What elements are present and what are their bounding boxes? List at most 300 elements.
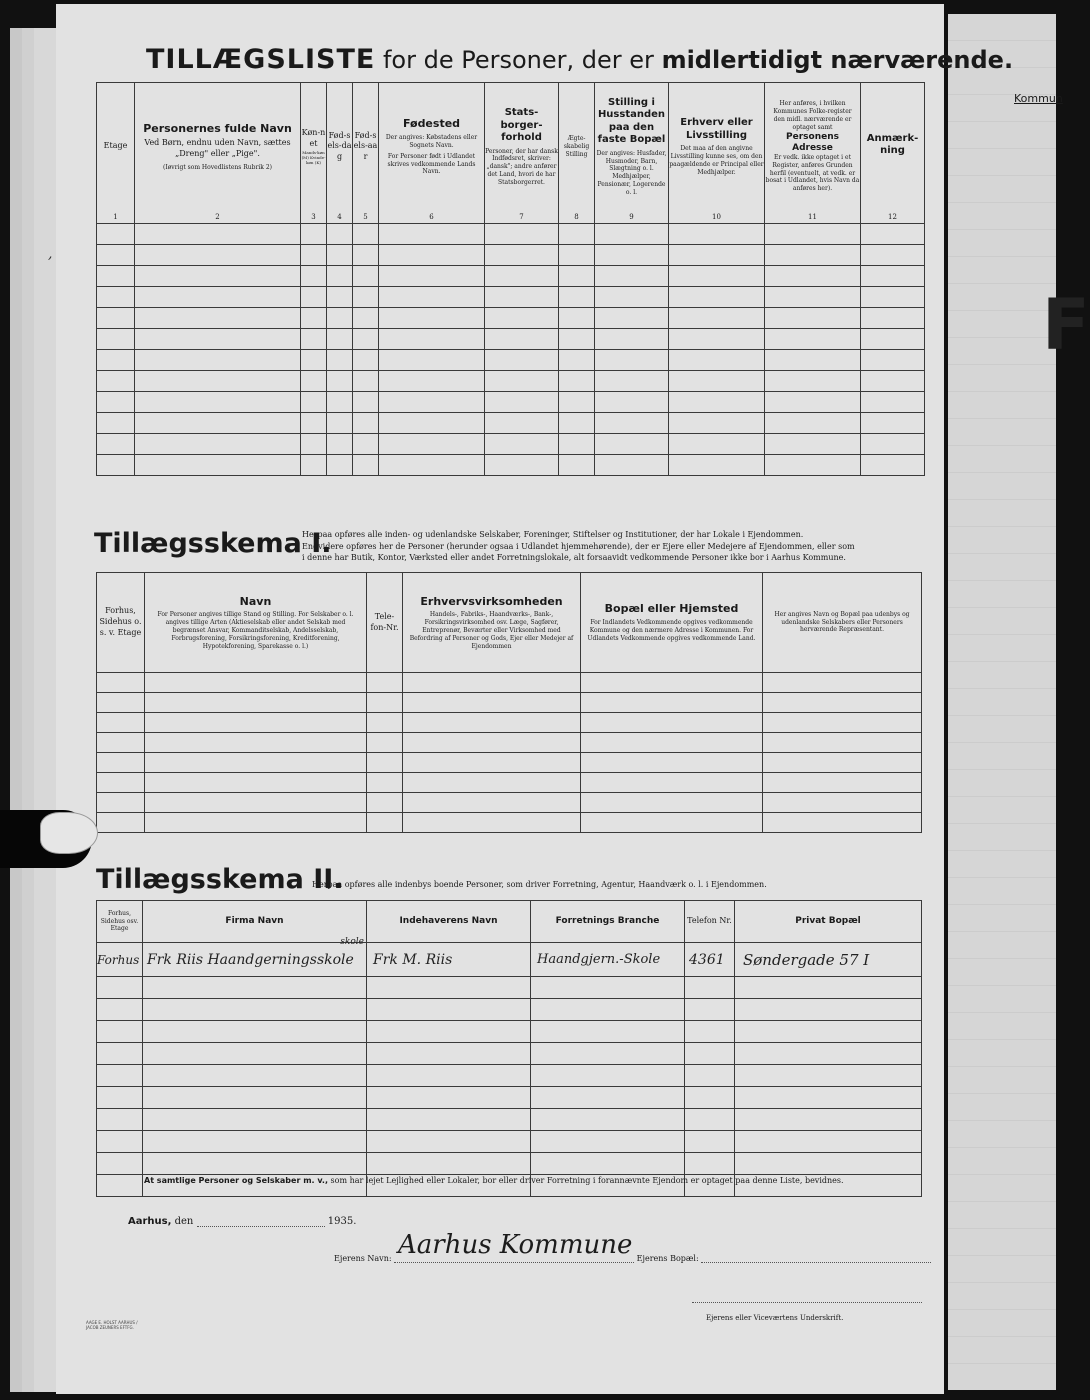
table-cell[interactable] [595,433,669,454]
table-cell[interactable] [403,773,581,793]
table-cell[interactable] [301,370,327,391]
table-cell[interactable] [145,733,367,753]
table-cell[interactable] [861,286,925,307]
table-cell[interactable] [97,773,145,793]
table-cell[interactable] [485,349,559,370]
table-cell[interactable] [301,391,327,412]
table-cell[interactable] [367,733,403,753]
skema1-table-body [97,673,922,833]
table-cell[interactable] [735,1065,922,1087]
table-cell[interactable] [97,223,135,244]
table-cell[interactable] [861,433,925,454]
table-cell[interactable] [143,1021,367,1043]
table-cell[interactable] [143,1043,367,1065]
table-cell[interactable] [367,1153,531,1175]
skema1-col-name-header: Navn For Personer angives tillige Stand og Stilling. For Selskaber o. l. angives tillige Arten (Aktieselskab eller andet Selskab med begrænset Ansvar, Kommanditselskab, Andelsselskab, Forbrugsforening, Forsikringsforening, Kreditforening, Hypotekforening, Sparekasse o. l.) [145,573,367,673]
table-cell[interactable] [353,412,379,433]
table-cell[interactable] [763,673,922,693]
table-cell[interactable] [97,1109,143,1131]
skema1-table [96,572,922,833]
table-cell[interactable] [143,1065,367,1087]
table-cell[interactable] [559,286,595,307]
table-cell[interactable] [135,307,301,328]
table-cell[interactable] [861,454,925,475]
table-cell[interactable] [763,793,922,813]
table-cell[interactable] [135,391,301,412]
owner-address-dots [701,1254,931,1263]
table-cell[interactable] [669,391,765,412]
table-cell[interactable] [581,693,763,713]
table-cell[interactable] [135,328,301,349]
table-cell[interactable] [485,286,559,307]
table-cell[interactable] [861,223,925,244]
table-cell[interactable] [367,753,403,773]
table-row [97,391,925,412]
table-cell[interactable] [327,370,353,391]
table-cell[interactable] [403,813,581,833]
table-cell[interactable] [367,977,531,999]
table-cell[interactable] [485,265,559,286]
table-cell[interactable] [145,753,367,773]
table-cell[interactable] [97,307,135,328]
table-cell[interactable] [735,1043,922,1065]
table-cell[interactable] [367,1109,531,1131]
table-cell[interactable] [531,1021,685,1043]
table-cell[interactable] [97,370,135,391]
table-cell[interactable] [301,244,327,265]
table-cell[interactable] [97,1131,143,1153]
table-cell[interactable] [595,244,669,265]
table-cell[interactable] [97,454,135,475]
table-cell[interactable] [559,391,595,412]
table-cell[interactable] [735,1109,922,1131]
col-num: 7 [485,211,559,224]
table-cell[interactable] [403,733,581,753]
table-row [97,1153,922,1175]
table-cell[interactable] [97,1153,143,1175]
table-row [97,1021,922,1043]
table-cell[interactable] [595,391,669,412]
table-cell[interactable] [685,1021,735,1043]
table-cell[interactable] [379,244,485,265]
table-cell[interactable] [379,328,485,349]
year-label: 1935. [327,1216,357,1227]
table-cell[interactable] [143,977,367,999]
skema2-cell-branch: Haandgjern.-Skole [531,943,685,977]
skema2-col-firm-header: Firma Navn [143,901,367,943]
table-row [97,793,922,813]
table-cell[interactable] [669,223,765,244]
table-cell[interactable] [685,977,735,999]
table-cell[interactable] [581,773,763,793]
table-cell[interactable] [485,223,559,244]
table-cell[interactable] [145,693,367,713]
skema2-title: Tillægsskema II. [96,864,344,895]
table-cell[interactable] [559,328,595,349]
table-cell[interactable] [327,391,353,412]
table-cell[interactable] [485,391,559,412]
table-cell[interactable] [485,370,559,391]
table-cell[interactable] [531,999,685,1021]
table-cell[interactable] [861,391,925,412]
table-cell[interactable] [861,328,925,349]
table-cell[interactable] [97,1175,143,1197]
table-cell[interactable] [765,454,861,475]
table-cell[interactable] [735,1021,922,1043]
table-cell[interactable] [367,1043,531,1065]
table-cell[interactable] [559,433,595,454]
table-cell[interactable] [135,223,301,244]
table-cell[interactable] [403,713,581,733]
table-cell[interactable] [97,1087,143,1109]
table-cell[interactable] [763,773,922,793]
table-cell[interactable] [327,328,353,349]
table-cell[interactable] [595,286,669,307]
table-cell[interactable] [559,370,595,391]
table-cell[interactable] [595,265,669,286]
table-cell[interactable] [97,977,143,999]
owner-address-label: Ejerens Bopæl: [636,1254,699,1263]
table-cell[interactable] [143,1131,367,1153]
table-cell[interactable] [765,391,861,412]
table-cell[interactable] [367,999,531,1021]
table-row [97,265,925,286]
table-cell[interactable] [735,1153,922,1175]
table-cell[interactable] [861,349,925,370]
table-cell[interactable] [97,733,145,753]
table-cell[interactable] [97,1021,143,1043]
table-row [97,1109,922,1131]
table-cell[interactable] [763,813,922,833]
table-cell[interactable] [353,370,379,391]
table-cell[interactable] [531,1153,685,1175]
table-cell[interactable] [403,753,581,773]
margin-mark: , [48,246,53,262]
table-cell[interactable] [559,265,595,286]
skema2-cell-phone: 4361 [685,943,735,977]
table-cell[interactable] [327,244,353,265]
table-cell[interactable] [669,433,765,454]
table-cell[interactable] [135,412,301,433]
table-cell[interactable] [97,673,145,693]
table-cell[interactable] [531,1109,685,1131]
skema1-note-line: Endvidere opføres her de Personer (herunder ogsaa i Udlandet hjemmehørende), der er Ejere eller Medejere af Ejendommen, eller som [302,541,855,551]
table-cell[interactable] [765,433,861,454]
table-cell[interactable] [403,793,581,813]
col-num: 4 [327,211,353,224]
table-cell[interactable] [685,1087,735,1109]
table-cell[interactable] [353,349,379,370]
table-cell[interactable] [97,753,145,773]
table-cell[interactable] [669,307,765,328]
table-cell[interactable] [559,244,595,265]
table-cell[interactable] [531,977,685,999]
table-cell[interactable] [301,433,327,454]
table-cell[interactable] [367,813,403,833]
table-cell[interactable] [735,1087,922,1109]
table-cell[interactable] [595,223,669,244]
table-cell[interactable] [559,454,595,475]
table-cell[interactable] [669,244,765,265]
table-cell[interactable] [367,1131,531,1153]
table-cell[interactable] [301,454,327,475]
table-cell[interactable] [559,223,595,244]
main-table [96,82,925,476]
table-cell[interactable] [763,733,922,753]
table-row [97,693,922,713]
table-cell[interactable] [143,1153,367,1175]
table-row [97,713,922,733]
table-cell[interactable] [301,223,327,244]
table-cell[interactable] [379,286,485,307]
table-cell[interactable] [97,328,135,349]
table-cell[interactable] [367,713,403,733]
table-row [97,349,925,370]
table-cell[interactable] [135,433,301,454]
table-cell[interactable] [379,433,485,454]
firm-name-text: Frk Riis Haandgerningsskole [147,951,354,968]
table-row [97,753,922,773]
table-cell[interactable] [353,307,379,328]
table-cell[interactable] [97,286,135,307]
attestation-rest: som har lejet Lejlighed eller Lokaler, bor eller driver Forretning i forannævnte Ejendom er optaget paa denne Liste, bevidnes. [330,1176,844,1185]
table-cell[interactable] [145,673,367,693]
table-cell[interactable] [353,433,379,454]
table-cell[interactable] [327,454,353,475]
table-cell[interactable] [765,307,861,328]
table-cell[interactable] [327,265,353,286]
table-cell[interactable] [595,349,669,370]
table-cell[interactable] [143,1109,367,1131]
table-cell[interactable] [765,286,861,307]
table-cell[interactable] [765,328,861,349]
table-cell[interactable] [97,793,145,813]
table-cell[interactable] [353,244,379,265]
skema1-col-residence-header: Bopæl eller Hjemsted For Indlandets Vedkommende opgives vedkommende Kommune og den nærmere Adresse i Kommunen. For Udlandets Vedkommende opgives vedkommende Land. [581,573,763,673]
table-cell[interactable] [97,412,135,433]
table-cell[interactable] [135,370,301,391]
table-cell[interactable] [485,412,559,433]
table-cell[interactable] [367,1087,531,1109]
skema2-table [96,900,922,1197]
table-cell[interactable] [97,999,143,1021]
table-cell[interactable] [327,307,353,328]
table-cell[interactable] [135,265,301,286]
col-num: 10 [669,211,765,224]
table-cell[interactable] [367,1065,531,1087]
table-cell[interactable] [485,454,559,475]
table-cell[interactable] [669,328,765,349]
col-citizenship-header: Stats-borger-forhold Personer, der har dansk Indfødsret, skriver: „dansk"; andre anfører det Land, hvori de har Statsborgerret. [485,83,559,211]
table-cell[interactable] [97,713,145,733]
table-cell[interactable] [559,412,595,433]
table-cell[interactable] [765,349,861,370]
table-cell[interactable] [861,307,925,328]
table-cell[interactable] [581,753,763,773]
table-cell[interactable] [595,370,669,391]
table-cell[interactable] [559,307,595,328]
table-cell[interactable] [379,454,485,475]
table-cell[interactable] [403,693,581,713]
table-row [97,813,922,833]
col-marital-header: Ægte-skabelig Stilling [559,83,595,211]
table-cell[interactable] [353,391,379,412]
table-cell[interactable] [765,223,861,244]
table-cell[interactable] [97,265,135,286]
table-cell[interactable] [763,753,922,773]
table-cell[interactable] [353,223,379,244]
table-cell[interactable] [97,349,135,370]
table-cell[interactable] [367,773,403,793]
table-cell[interactable] [327,223,353,244]
table-cell[interactable] [595,307,669,328]
table-cell[interactable] [135,286,301,307]
table-cell[interactable] [97,813,145,833]
table-cell[interactable] [765,265,861,286]
skema1-note-line: Herpaa opføres alle inden- og udenlandske Selskaber, Foreninger, Stiftelser og Institutioner, der har Lokale i Ejendommen. [302,530,804,539]
table-cell[interactable] [145,713,367,733]
table-cell[interactable] [559,349,595,370]
table-cell[interactable] [301,412,327,433]
table-row [97,999,922,1021]
table-cell[interactable] [581,673,763,693]
skema1-col-business-header: Erhvervsvirksomheden Handels-, Fabriks-, Haandværks-, Bank-, Forsikringsvirksomhed osv. Læge, Sagfører, Entreprenør, Beværter eller Virksomhed med Befordring af Personer og Gods, Ejer eller Medejer af Ejendommen [403,573,581,673]
table-cell[interactable] [367,1021,531,1043]
table-cell[interactable] [485,307,559,328]
main-title-part1: TILLÆGSLISTE [146,44,376,75]
table-cell[interactable] [143,999,367,1021]
table-cell[interactable] [145,813,367,833]
table-cell[interactable] [97,433,135,454]
table-cell[interactable] [353,454,379,475]
table-cell[interactable] [97,1043,143,1065]
table-cell[interactable] [595,328,669,349]
table-cell[interactable] [685,1109,735,1131]
table-cell[interactable] [327,412,353,433]
table-cell[interactable] [97,1065,143,1087]
table-cell[interactable] [685,1065,735,1087]
table-cell[interactable] [97,244,135,265]
table-cell[interactable] [327,286,353,307]
table-cell[interactable] [861,370,925,391]
table-cell[interactable] [327,349,353,370]
table-row [97,733,922,753]
table-cell[interactable] [531,1043,685,1065]
table-cell[interactable] [379,307,485,328]
table-cell[interactable] [301,307,327,328]
table-cell[interactable] [861,265,925,286]
table-cell[interactable] [301,328,327,349]
table-cell[interactable] [581,793,763,813]
skema1-col-etage-header: Forhus, Sidehus o. s. v. Etage [97,573,145,673]
table-cell[interactable] [97,391,135,412]
table-cell[interactable] [765,370,861,391]
right-page [948,14,1090,1390]
table-cell[interactable] [327,433,353,454]
table-cell[interactable] [301,265,327,286]
table-cell[interactable] [379,412,485,433]
skema1-col-representative-header: Her angives Navn og Bopæl paa udenbys og udenlandske Selskabers eller Personers herværende Repræsentant. [763,573,922,673]
table-cell[interactable] [735,999,922,1021]
table-cell[interactable] [367,693,403,713]
table-cell[interactable] [669,412,765,433]
table-cell[interactable] [685,999,735,1021]
table-cell[interactable] [379,391,485,412]
table-cell[interactable] [353,328,379,349]
table-cell[interactable] [135,349,301,370]
table-cell[interactable] [861,412,925,433]
col-num: 12 [861,211,925,224]
table-cell[interactable] [861,244,925,265]
table-cell[interactable] [581,733,763,753]
table-cell[interactable] [669,286,765,307]
table-cell[interactable] [735,1131,922,1153]
skema2-col-phone-header: Telefon Nr. [685,901,735,943]
skema1-col-phone-header: Tele-fon-Nr. [367,573,403,673]
table-cell[interactable] [531,1065,685,1087]
table-cell[interactable] [353,265,379,286]
table-cell[interactable] [367,793,403,813]
table-cell[interactable] [485,244,559,265]
col-num: 5 [353,211,379,224]
table-cell[interactable] [135,454,301,475]
table-cell[interactable] [301,286,327,307]
table-cell[interactable] [379,370,485,391]
owner-signature: Aarhus Kommune [398,1230,633,1260]
table-row [97,244,925,265]
table-cell[interactable] [669,265,765,286]
table-cell[interactable] [485,433,559,454]
table-cell[interactable] [669,349,765,370]
table-cell[interactable] [685,1131,735,1153]
table-cell[interactable] [403,673,581,693]
skema2-cell-etage: Forhus [97,943,143,977]
table-row [97,1065,922,1087]
table-cell[interactable] [581,713,763,733]
table-cell[interactable] [301,349,327,370]
table-cell[interactable] [595,412,669,433]
col-num: 1 [97,211,135,224]
table-cell[interactable] [145,773,367,793]
table-cell[interactable] [669,454,765,475]
table-cell[interactable] [531,1087,685,1109]
table-cell[interactable] [669,370,765,391]
table-cell[interactable] [485,328,559,349]
col-birthplace-header: Fødested Der angives: Købstadens eller Sognets Navn. For Personer født i Udlandet skrives vedkommende Lands Navn. [379,83,485,211]
table-cell[interactable] [735,977,922,999]
table-cell[interactable] [135,244,301,265]
table-cell[interactable] [685,1043,735,1065]
table-cell[interactable] [763,713,922,733]
main-title-part2: for de Personer, der er [382,46,654,74]
table-cell[interactable] [765,244,861,265]
table-cell[interactable] [581,813,763,833]
table-cell[interactable] [97,693,145,713]
table-cell[interactable] [143,1087,367,1109]
table-cell[interactable] [379,349,485,370]
table-cell[interactable] [765,412,861,433]
table-cell[interactable] [353,286,379,307]
table-cell[interactable] [367,673,403,693]
col-household-header: Stilling i Husstanden paa den faste Bopæl Der angives: Husfader, Husmoder, Barn, Slægtning o. l. Medhjælper, Pensionær, Logerende o. l. [595,83,669,211]
table-cell[interactable] [379,223,485,244]
table-cell[interactable] [595,454,669,475]
table-cell[interactable] [763,693,922,713]
table-cell[interactable] [379,265,485,286]
table-cell[interactable] [685,1153,735,1175]
table-cell[interactable] [145,793,367,813]
table-cell[interactable] [531,1131,685,1153]
